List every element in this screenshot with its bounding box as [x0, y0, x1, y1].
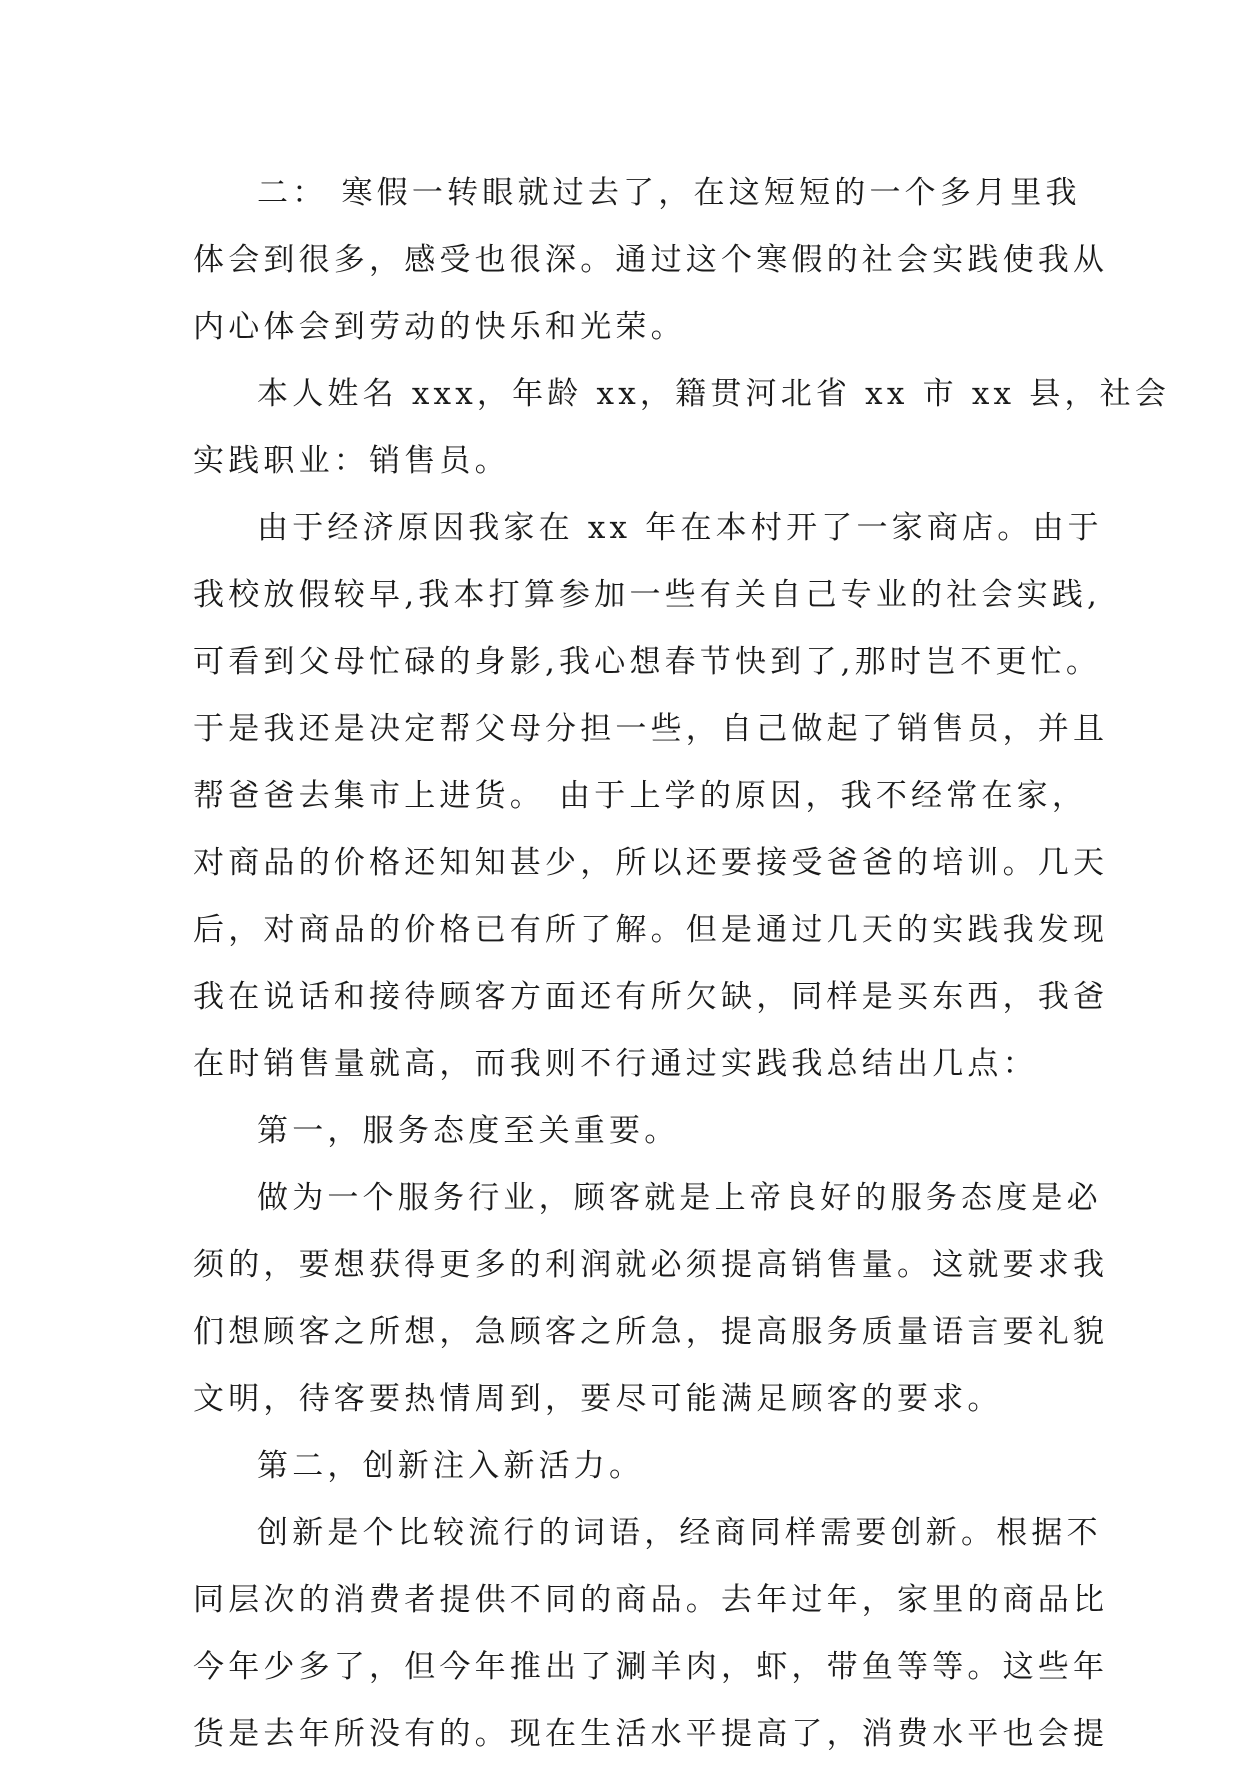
- paragraph-line: 帮爸爸去集市上进货。 由于上学的原因，我不经常在家，: [193, 778, 1088, 814]
- section-heading: 第二，创新注入新活力。: [257, 1448, 645, 1484]
- paragraph-line: 我在说话和接待顾客方面还有所欠缺，同样是买东西，我爸: [193, 979, 1109, 1015]
- paragraph-line: 同层次的消费者提供不同的商品。去年过年，家里的商品比: [193, 1582, 1109, 1618]
- document-body: [193, 160, 1171, 1768]
- paragraph-line: 文明，待客要热情周到，要尽可能满足顾客的要求。: [193, 1381, 1003, 1417]
- section-heading: 第一，服务态度至关重要。: [257, 1113, 680, 1149]
- paragraph-line: 可看到父母忙碌的身影,我心想春节快到了,那时岂不更忙。: [193, 644, 1102, 680]
- paragraph-line: 今年少多了，但今年推出了涮羊肉，虾，带鱼等等。这些年: [193, 1649, 1109, 1685]
- paragraph-line: 体会到很多，感受也很深。通过这个寒假的社会实践使我从: [193, 242, 1109, 278]
- paragraph-line: 们想顾客之所想，急顾客之所急，提高服务质量语言要礼貌: [193, 1314, 1109, 1350]
- paragraph-line: 内心体会到劳动的快乐和光荣。: [193, 309, 686, 345]
- paragraph-line: 本人姓名 xxx，年龄 xx，籍贯河北省 xx 市 xx 县，社会: [257, 376, 1171, 412]
- paragraph-line: 于是我还是决定帮父母分担一些，自己做起了销售员，并且: [193, 711, 1109, 747]
- paragraph-line: 创新是个比较流行的词语，经商同样需要创新。根据不: [257, 1515, 1102, 1551]
- paragraph-line: 由于经济原因我家在 xx 年在本村开了一家商店。由于: [257, 510, 1103, 546]
- paragraph-line: 实践职业：销售员。: [193, 443, 510, 479]
- paragraph-line: 做为一个服务行业，顾客就是上帝良好的服务态度是必: [257, 1180, 1102, 1216]
- paragraph-line: 须的，要想获得更多的利润就必须提高销售量。这就要求我: [193, 1247, 1109, 1283]
- paragraph-line: 在时销售量就高，而我则不行通过实践我总结出几点：: [193, 1046, 1038, 1082]
- paragraph-line: 货是去年所没有的。现在生活水平提高了，消费水平也会提: [193, 1716, 1109, 1752]
- paragraph-line: 对商品的价格还知知甚少，所以还要接受爸爸的培训。几天: [193, 845, 1109, 881]
- paragraph-line: 二： 寒假一转眼就过去了，在这短短的一个多月里我: [257, 175, 1081, 211]
- paragraph-line: 后，对商品的价格已有所了解。但是通过几天的实践我发现: [193, 912, 1109, 948]
- paragraph-line: 我校放假较早,我本打算参加一些有关自己专业的社会实践,: [193, 577, 1102, 613]
